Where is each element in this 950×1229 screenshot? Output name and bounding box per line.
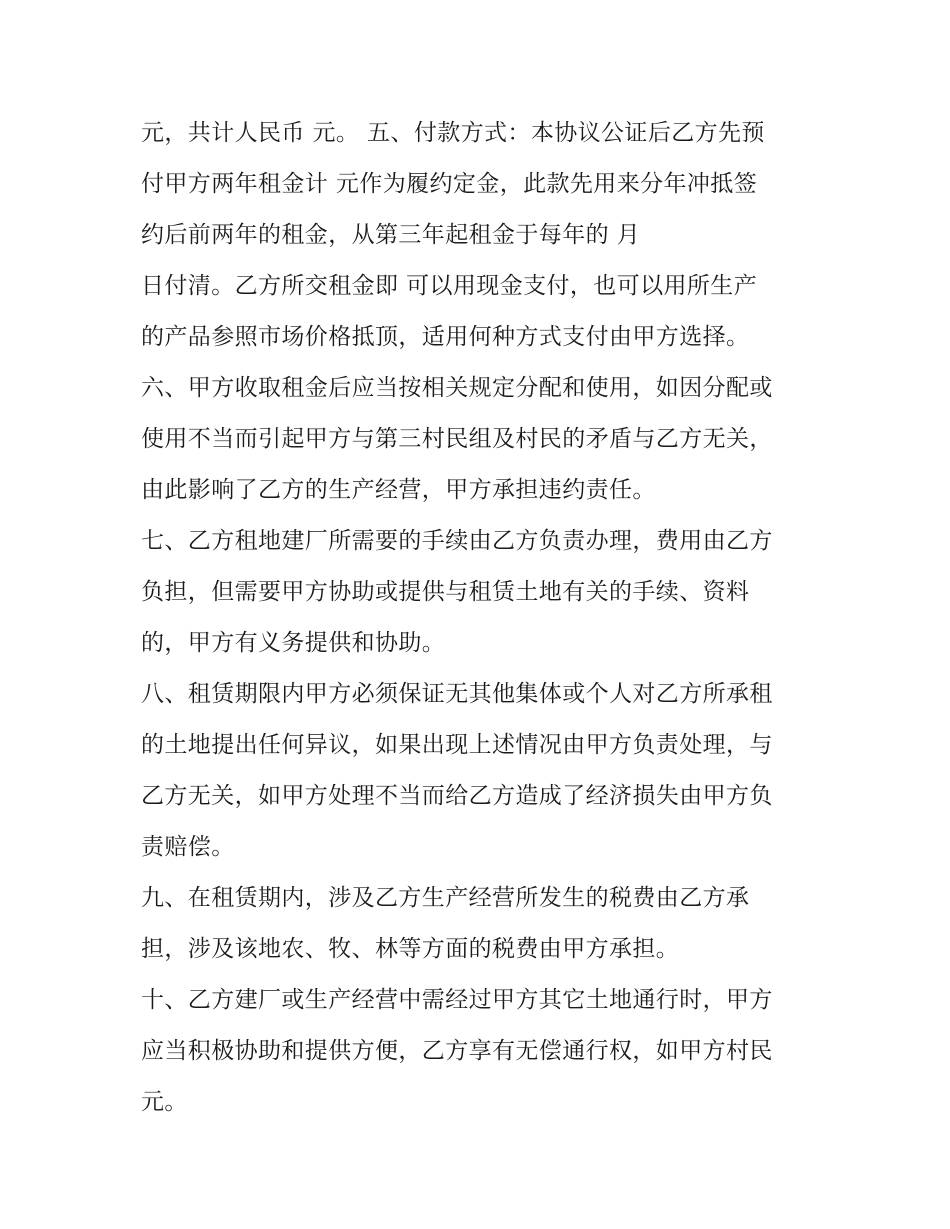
text-line: 付甲方两年租金计 元作为履约定金，此款先用来分年冲抵签 — [141, 171, 758, 197]
text-line: 元，共计人民币 元。 五、付款方式：本协议公证后乙方先预 — [141, 120, 765, 146]
text-line: 八、租赁期限内甲方必须保证无其他集体或个人对乙方所承租 — [141, 681, 773, 707]
text-line: 日付清。乙方所交租金即 可以用现金支付，也可以用所生产 — [141, 273, 758, 299]
text-line: 六、甲方收取租金后应当按相关规定分配和使用，如因分配或 — [141, 375, 773, 401]
text-line: 负担，但需要甲方协助或提供与租赁土地有关的手续、资料 — [141, 579, 750, 605]
text-line: 使用不当而引起甲方与第三村民组及村民的矛盾与乙方无关， — [141, 426, 773, 452]
text-line: 担，涉及该地农、牧、林等方面的税费由甲方承担。 — [141, 936, 680, 962]
text-line: 的，甲方有义务提供和协助。 — [141, 630, 446, 656]
text-line: 应当积极协助和提供方便，乙方享有无偿通行权，如甲方村民 — [141, 1038, 773, 1064]
text-line: 十、乙方建厂或生产经营中需经过甲方其它土地通行时，甲方 — [141, 987, 773, 1013]
text-line: 元。 — [141, 1089, 188, 1115]
contract-body-text — [141, 108, 841, 1128]
text-line: 七、乙方租地建厂所需要的手续由乙方负责办理，费用由乙方 — [141, 528, 773, 554]
text-line: 由此影响了乙方的生产经营，甲方承担违约责任。 — [141, 477, 656, 503]
text-line: 责赔偿。 — [141, 834, 235, 860]
text-line: 九、在租赁期内，涉及乙方生产经营所发生的税费由乙方承 — [141, 885, 750, 911]
text-line: 约后前两年的租金，从第三年起租金于每年的 月 — [141, 222, 641, 248]
text-line: 的产品参照市场价格抵顶，适用何种方式支付由甲方选择。 — [141, 324, 750, 350]
text-line: 乙方无关，如甲方处理不当而给乙方造成了经济损失由甲方负 — [141, 783, 773, 809]
text-line: 的土地提出任何异议，如果出现上述情况由甲方负责处理，与 — [141, 732, 773, 758]
